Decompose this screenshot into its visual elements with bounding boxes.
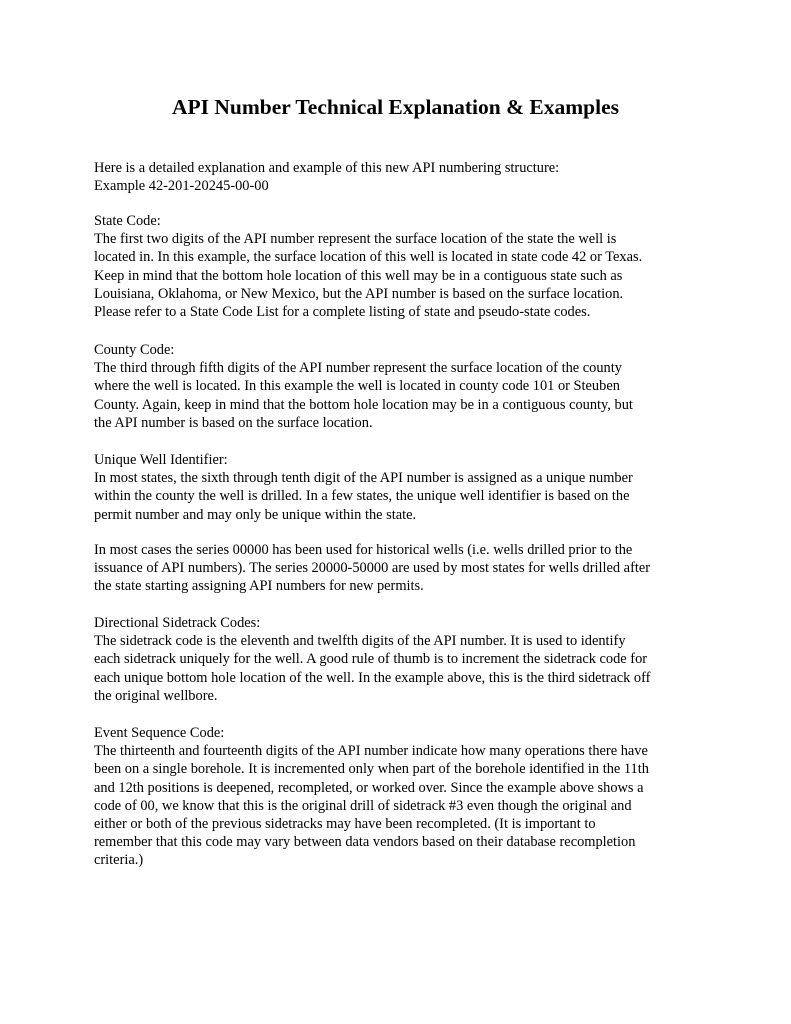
directional-sidetrack-line: The sidetrack code is the eleventh and twelfth digits of the API number. It is used to identify [94,633,626,650]
unique-well-identifier-line: within the county the well is drilled. In a few states, the unique well identifier is based on the [94,488,630,505]
event-sequence-heading: Event Sequence Code: [94,725,225,741]
state-code-line: located in. In this example, the surface location of this well is located in state code 42 or Texas. [94,249,643,266]
event-sequence-line: The thirteenth and fourteenth digits of the API number indicate how many operations there have [94,743,648,760]
event-sequence-line: been on a single borehole. It is incremented only when part of the borehole identified in the 11th [94,761,649,778]
event-sequence-line: remember that this code may vary between data vendors based on their database recompletion [94,834,636,851]
county-code-section [94,341,714,432]
series-note-line: issuance of API numbers). The series 20000-50000 are used by most states for wells drilled after [94,560,651,577]
intro-paragraph [94,159,714,195]
unique-well-identifier-line: In most states, the sixth through tenth digit of the API number is assigned as a unique number [94,470,633,487]
directional-sidetrack-line: each sidetrack uniquely for the well. A good rule of thumb is to increment the sidetrack code for [94,651,648,668]
state-code-line: Keep in mind that the bottom hole location of this well may be in a contiguous state such as [94,267,623,284]
directional-sidetrack-line: the original wellbore. [94,687,218,704]
county-code-line: where the well is located. In this example the well is located in county code 101 or Steuben [94,378,620,395]
page-title: API Number Technical Explanation & Examples [172,95,619,119]
directional-sidetrack-heading: Directional Sidetrack Codes: [94,615,261,631]
series-note-paragraph [94,541,714,596]
county-code-line: County. Again, keep in mind that the bottom hole location may be in a contiguous county, but [94,396,633,413]
county-code-line: the API number is based on the surface location. [94,414,373,431]
directional-sidetrack-section [94,614,714,705]
state-code-heading: State Code: [94,213,161,229]
state-code-section [94,212,714,321]
unique-well-identifier-line: permit number and may only be unique within the state. [94,506,417,523]
state-code-line: Please refer to a State Code List for a complete listing of state and pseudo-state codes. [94,303,591,320]
event-sequence-line: and 12th positions is deepened, recompleted, or worked over. Since the example above shows a [94,779,644,796]
county-code-line: The third through fifth digits of the API number represent the surface location of the county [94,360,622,377]
state-code-line: Louisiana, Oklahoma, or New Mexico, but the API number is based on the surface location. [94,285,624,302]
event-sequence-section [94,724,714,870]
state-code-line: The first two digits of the API number represent the surface location of the state the well is [94,231,617,248]
series-note-line: In most cases the series 00000 has been used for historical wells (i.e. wells drilled prior to the [94,542,633,558]
county-code-heading: County Code: [94,342,175,358]
directional-sidetrack-line: each unique bottom hole location of the well. In the example above, this is the third sidetrack off [94,669,651,686]
unique-well-identifier-section [94,451,714,524]
event-sequence-line: either or both of the previous sidetracks may have been recompleted. (It is important to [94,815,596,832]
event-sequence-line: code of 00, we know that this is the original drill of sidetrack #3 even though the original and [94,797,632,814]
event-sequence-line: criteria.) [94,852,144,869]
example-line: Example 42-201-20245-00-00 [94,178,269,195]
intro-line: Here is a detailed explanation and example of this new API numbering structure: [94,160,560,176]
series-note-line: the state starting assigning API numbers for new permits. [94,578,424,595]
unique-well-identifier-heading: Unique Well Identifier: [94,452,228,468]
